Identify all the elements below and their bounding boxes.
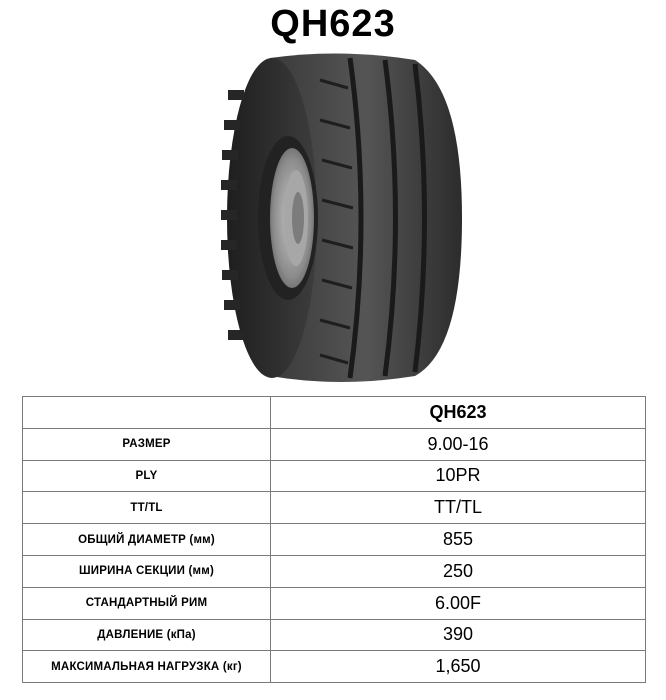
tire-icon xyxy=(200,50,470,385)
row-value-pressure: 390 xyxy=(271,619,646,651)
table-row xyxy=(23,492,646,524)
row-label-max-load: МАКСИМАЛЬНАЯ НАГРУЗКА (кг) xyxy=(23,651,271,683)
row-label-overall-diameter: ОБЩИЙ ДИАМЕТР (мм) xyxy=(23,524,271,556)
table-header-row xyxy=(23,397,646,429)
row-value-section-width: 250 xyxy=(271,555,646,587)
row-label-size: РАЗМЕР xyxy=(23,428,271,460)
header-model-cell: QH623 xyxy=(271,397,646,429)
row-value-max-load: 1,650 xyxy=(271,651,646,683)
row-value-tttl: TT/TL xyxy=(271,492,646,524)
table-row xyxy=(23,524,646,556)
row-label-pressure: ДАВЛЕНИЕ (кПа) xyxy=(23,619,271,651)
row-label-ply: PLY xyxy=(23,460,271,492)
table-row xyxy=(23,651,646,683)
table-row xyxy=(23,555,646,587)
row-value-size: 9.00-16 xyxy=(271,428,646,460)
spec-table xyxy=(22,396,646,683)
row-label-section-width: ШИРИНА СЕКЦИИ (мм) xyxy=(23,555,271,587)
row-label-standard-rim: СТАНДАРТНЫЙ РИМ xyxy=(23,587,271,619)
table-row xyxy=(23,587,646,619)
tire-image xyxy=(200,50,470,385)
header-blank-cell xyxy=(23,397,271,429)
page-title: QH623 xyxy=(270,3,396,45)
table-row xyxy=(23,619,646,651)
row-value-ply: 10PR xyxy=(271,460,646,492)
row-label-tttl: TT/TL xyxy=(23,492,271,524)
table-row xyxy=(23,428,646,460)
row-value-overall-diameter: 855 xyxy=(271,524,646,556)
table-row xyxy=(23,460,646,492)
row-value-standard-rim: 6.00F xyxy=(271,587,646,619)
